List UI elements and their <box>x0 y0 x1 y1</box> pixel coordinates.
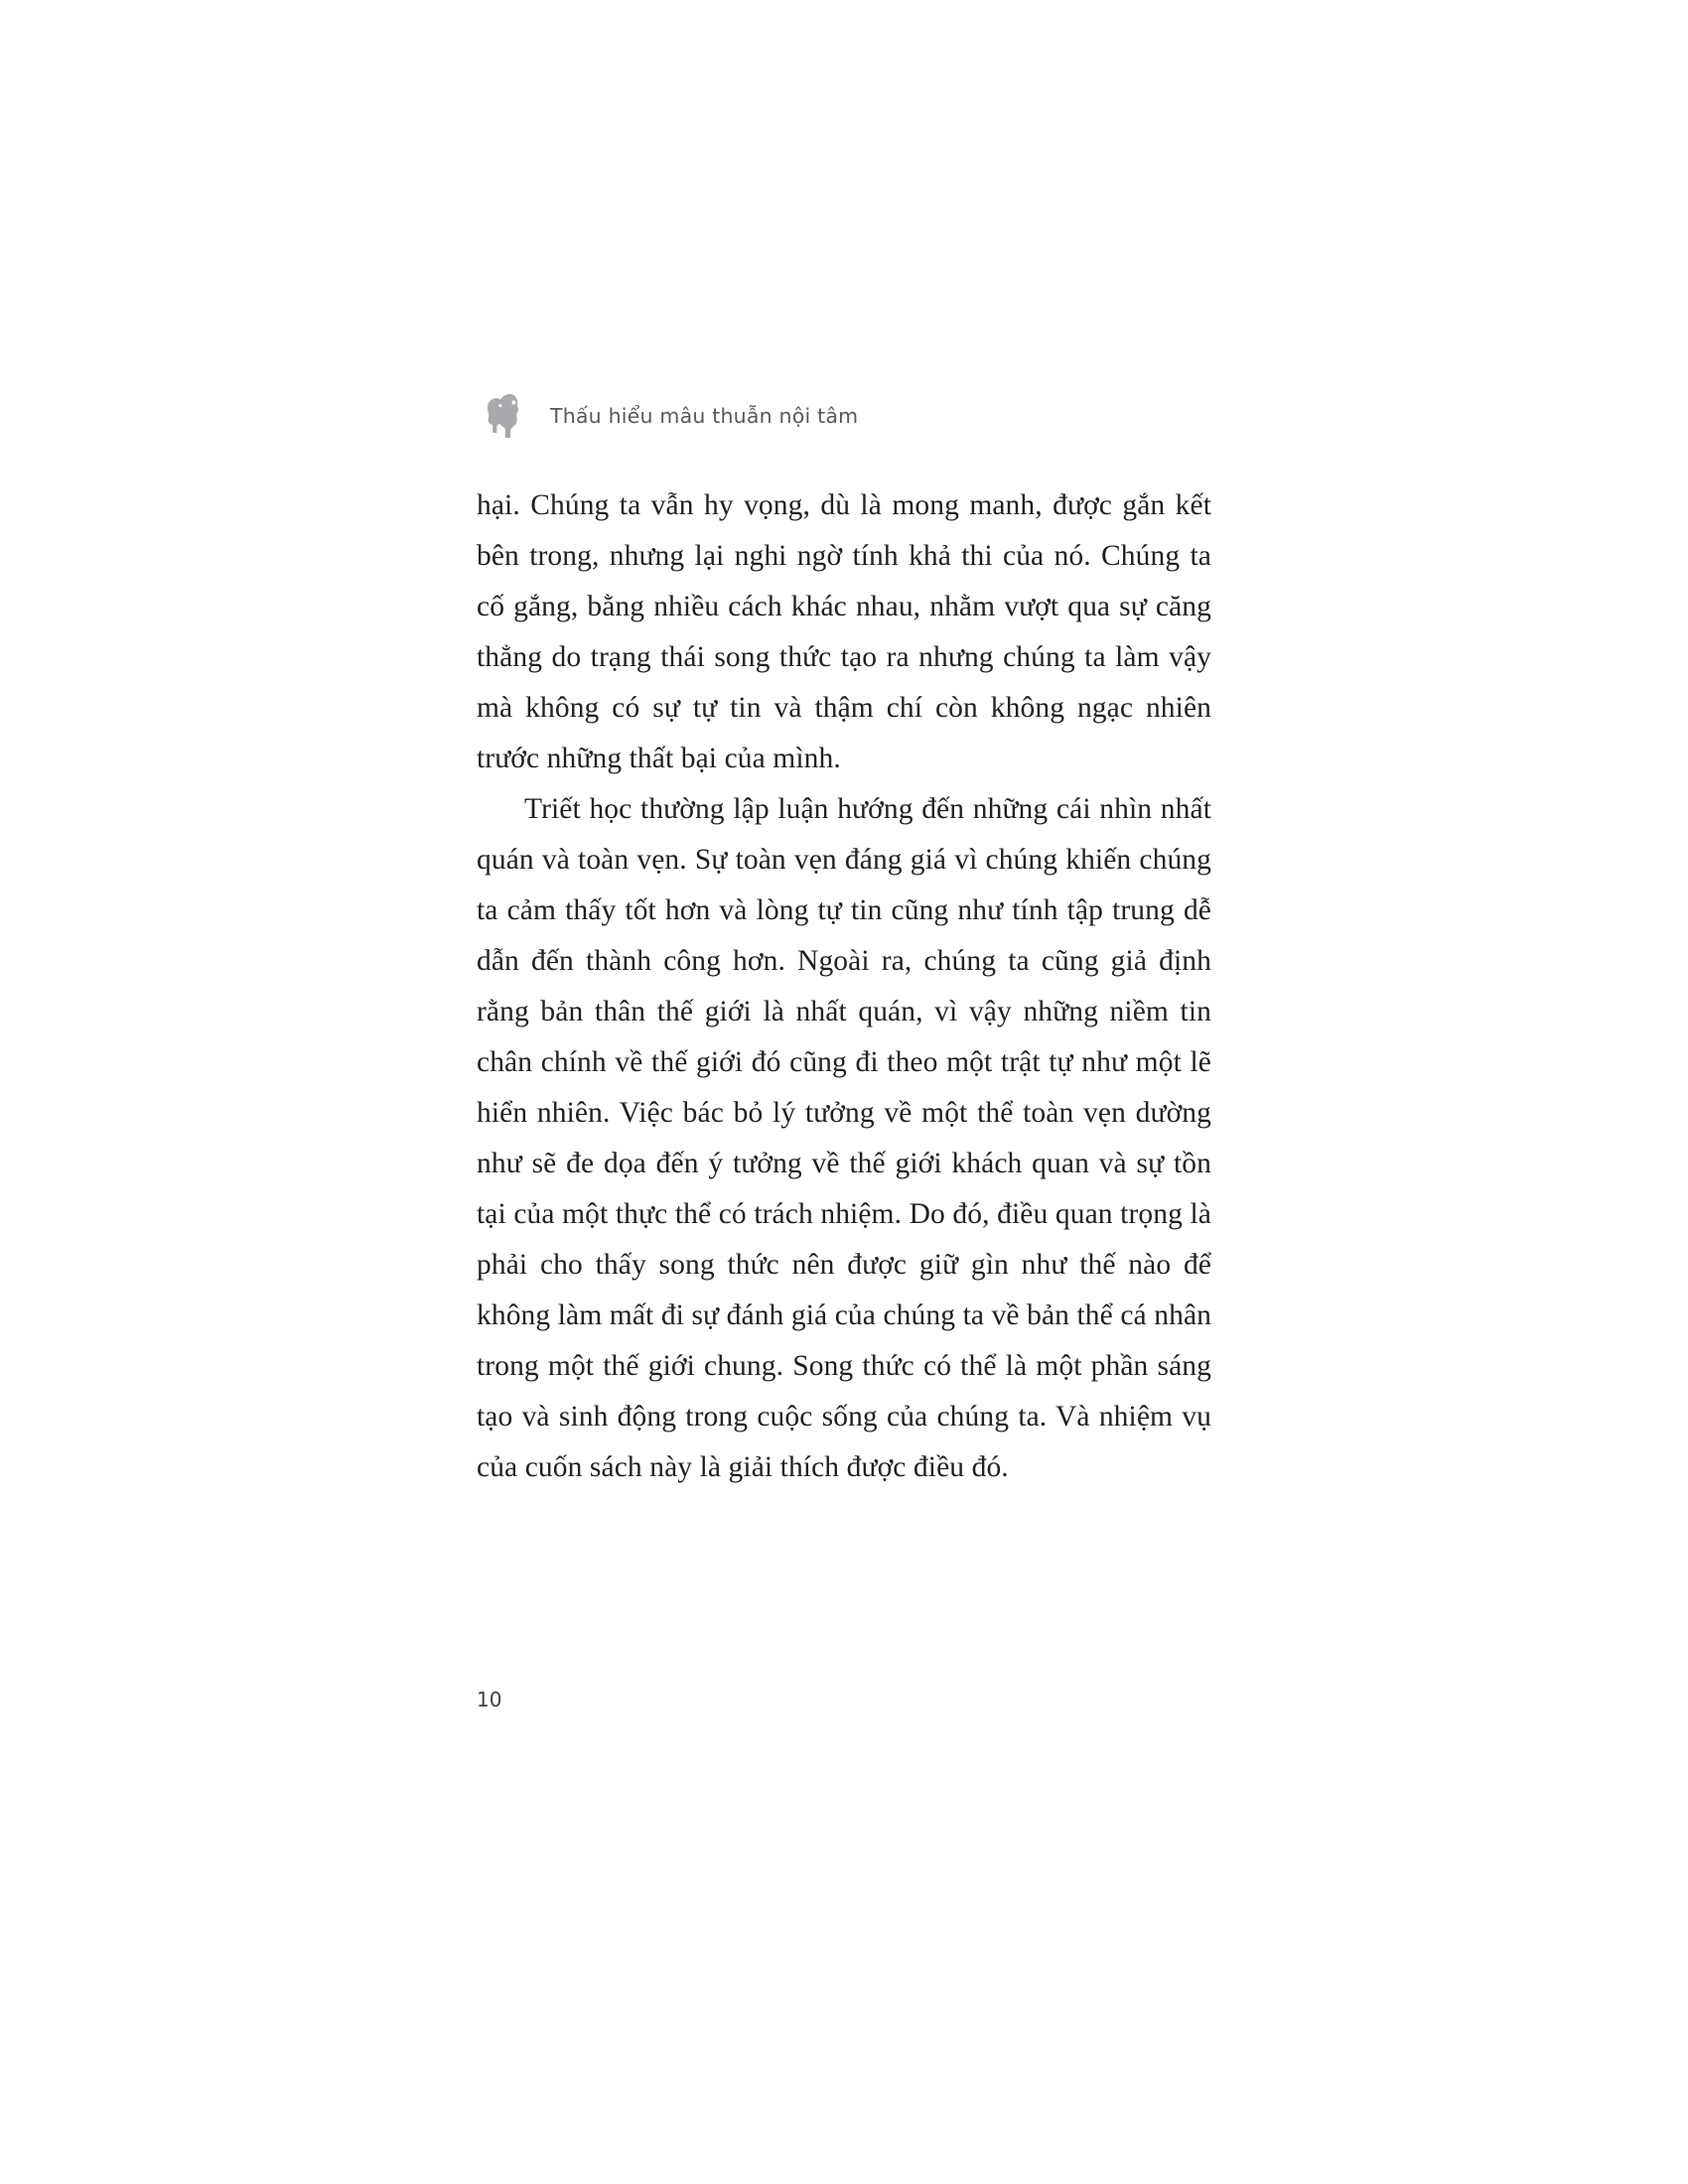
paragraph-2: Triết học thường lập luận hướng đến những cái nhìn nhất quán và toàn vẹn. Sự toàn vẹn đáng giá vì chúng khiến chúng ta cảm thấy tốt hơn và lòng tự tin cũng như tính tập trung dễ dẫn đến thành công hơn. Ngoài ra, chúng ta cũng giả định rằng bản thân thế giới là nhất quán, vì vậy những niềm tin chân chính về thế giới đó cũng đi theo một trật tự như một lẽ hiển nhiên. Việc bác bỏ lý tưởng về một thể toàn vẹn dường như sẽ đe dọa đến ý tưởng về thế giới khách quan và sự tồn tại của một thực thể có trách nhiệm. Do đó, điều quan trọng là phải cho thấy song thức nên được giữ gìn như thế nào để không làm mất đi sự đánh giá của chúng ta về bản thể cá nhân trong một thế giới chung. Song thức có thể là một phần sáng tạo và sinh động trong cuộc sống của chúng ta. Và nhiệm vụ của cuốn sách này là giải thích được điều đó. <box>477 793 1211 1483</box>
running-head <box>477 387 1211 445</box>
paragraph-1: hại. Chúng ta vẫn hy vọng, dù là mong manh, được gắn kết bên trong, nhưng lại nghi ngờ tính khả thi của nó. Chúng ta cố gắng, bằng nhiều cách khác nhau, nhằm vượt qua sự căng thẳng do trạng thái song thức tạo ra nhưng chúng ta làm vậy mà không có sự tự tin và thậm chí còn không ngạc nhiên trước những thất bại của mình. <box>477 489 1211 774</box>
head-profile-icon <box>477 388 532 444</box>
page-content-area <box>477 387 1211 1493</box>
running-head-title: Thấu hiểu mâu thuẫn nội tâm <box>550 404 859 428</box>
body-text <box>477 480 1211 1493</box>
page-number: 10 <box>477 1688 502 1711</box>
